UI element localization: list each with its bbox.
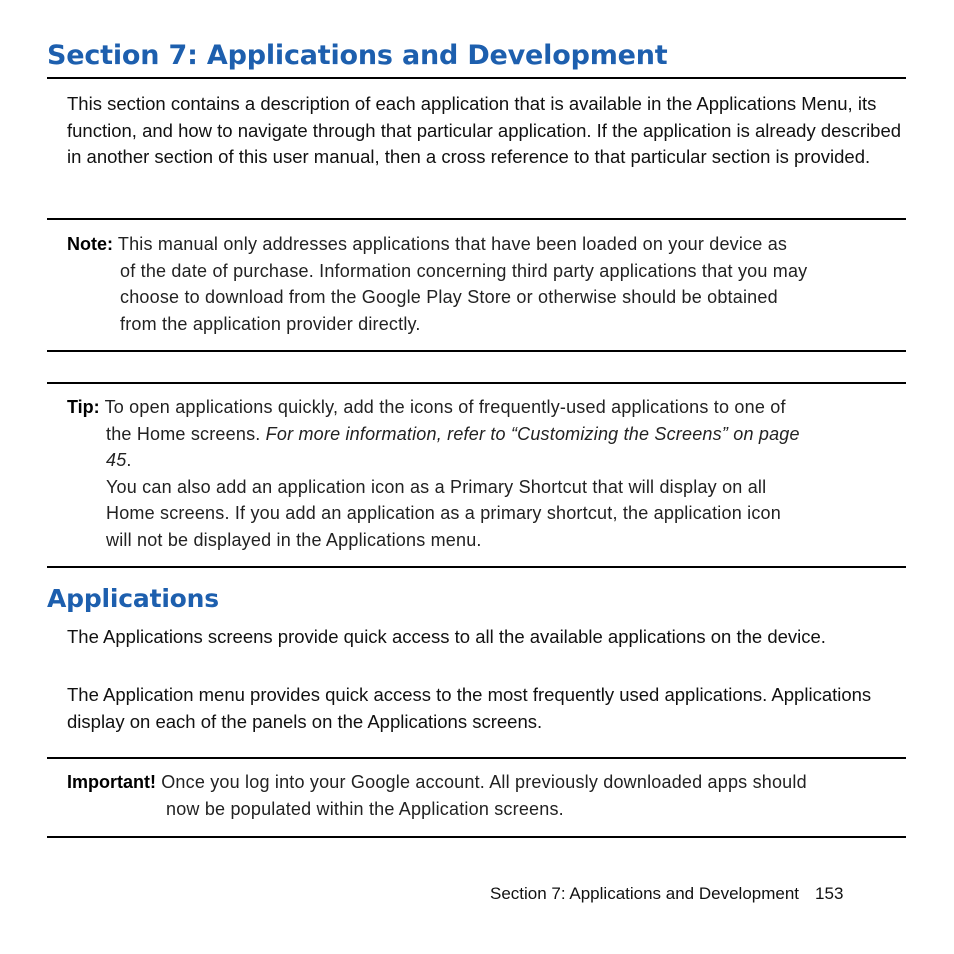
tip-bottom-rule bbox=[47, 566, 906, 568]
heading-rule bbox=[47, 77, 906, 79]
tip-top-rule bbox=[47, 382, 906, 384]
tip-label: Tip: bbox=[67, 397, 100, 417]
note-bottom-rule bbox=[47, 350, 906, 352]
tip-line-5: Home screens. If you add an application as a primary shortcut, the application icon bbox=[106, 503, 781, 523]
applications-heading: Applications bbox=[47, 584, 219, 613]
note-line-2: of the date of purchase. Information concerning third party applications that you may bbox=[120, 260, 808, 281]
note-line-3: choose to download from the Google Play Store or otherwise should be obtained bbox=[120, 287, 778, 307]
applications-paragraph-2: The Application menu provides quick access to the most frequently used applications. Applications display on each of the panels on the Applications screens. bbox=[67, 684, 872, 732]
important-line-2: now be populated within the Application screens. bbox=[166, 798, 564, 819]
tip-line-3-plain: . bbox=[126, 450, 132, 470]
note-block bbox=[67, 231, 807, 337]
important-top-rule bbox=[47, 757, 906, 759]
note-line-1 bbox=[67, 231, 807, 258]
page-number: 153 bbox=[815, 884, 844, 903]
tip-line-6: will not be displayed in the Applications menu. bbox=[106, 529, 482, 550]
note-text: This manual only addresses applications that have been loaded on your device as bbox=[117, 234, 788, 254]
important-label: Important! bbox=[67, 772, 156, 792]
tip-line-3 bbox=[67, 447, 800, 474]
tip-page-reference: 45 bbox=[106, 450, 127, 470]
note-top-rule bbox=[47, 218, 906, 220]
tip-line-2-plain: the Home screens. bbox=[106, 423, 266, 444]
important-block bbox=[67, 769, 807, 822]
tip-line-1 bbox=[67, 394, 800, 421]
tip-cross-reference: For more information, refer to “Customizing the Screens” on page bbox=[265, 423, 800, 444]
intro-paragraph: This section contains a description of each application that is available in the Applications Menu, its function, and how to navigate through that particular application. If the application is already described in another section of this user manual, then a cross reference to that particular section is provided. bbox=[67, 93, 902, 167]
tip-line-4: You can also add an application icon as a Primary Shortcut that will display on all bbox=[106, 476, 767, 497]
footer-section-label: Section 7: Applications and Development bbox=[490, 884, 800, 903]
note-label: Note: bbox=[67, 234, 113, 254]
section-heading: Section 7: Applications and Development bbox=[47, 40, 668, 71]
important-line-1 bbox=[67, 769, 807, 796]
tip-block bbox=[67, 394, 800, 553]
applications-paragraph-1: The Applications screens provide quick access to all the available applications on the device. bbox=[67, 626, 826, 647]
tip-text: To open applications quickly, add the icons of frequently-used applications to one of bbox=[104, 397, 786, 417]
note-line-4: from the application provider directly. bbox=[120, 313, 421, 334]
important-text: Once you log into your Google account. All previously downloaded apps should bbox=[161, 772, 807, 792]
page-footer bbox=[490, 884, 843, 904]
important-bottom-rule bbox=[47, 836, 906, 838]
tip-line-2 bbox=[67, 421, 800, 448]
